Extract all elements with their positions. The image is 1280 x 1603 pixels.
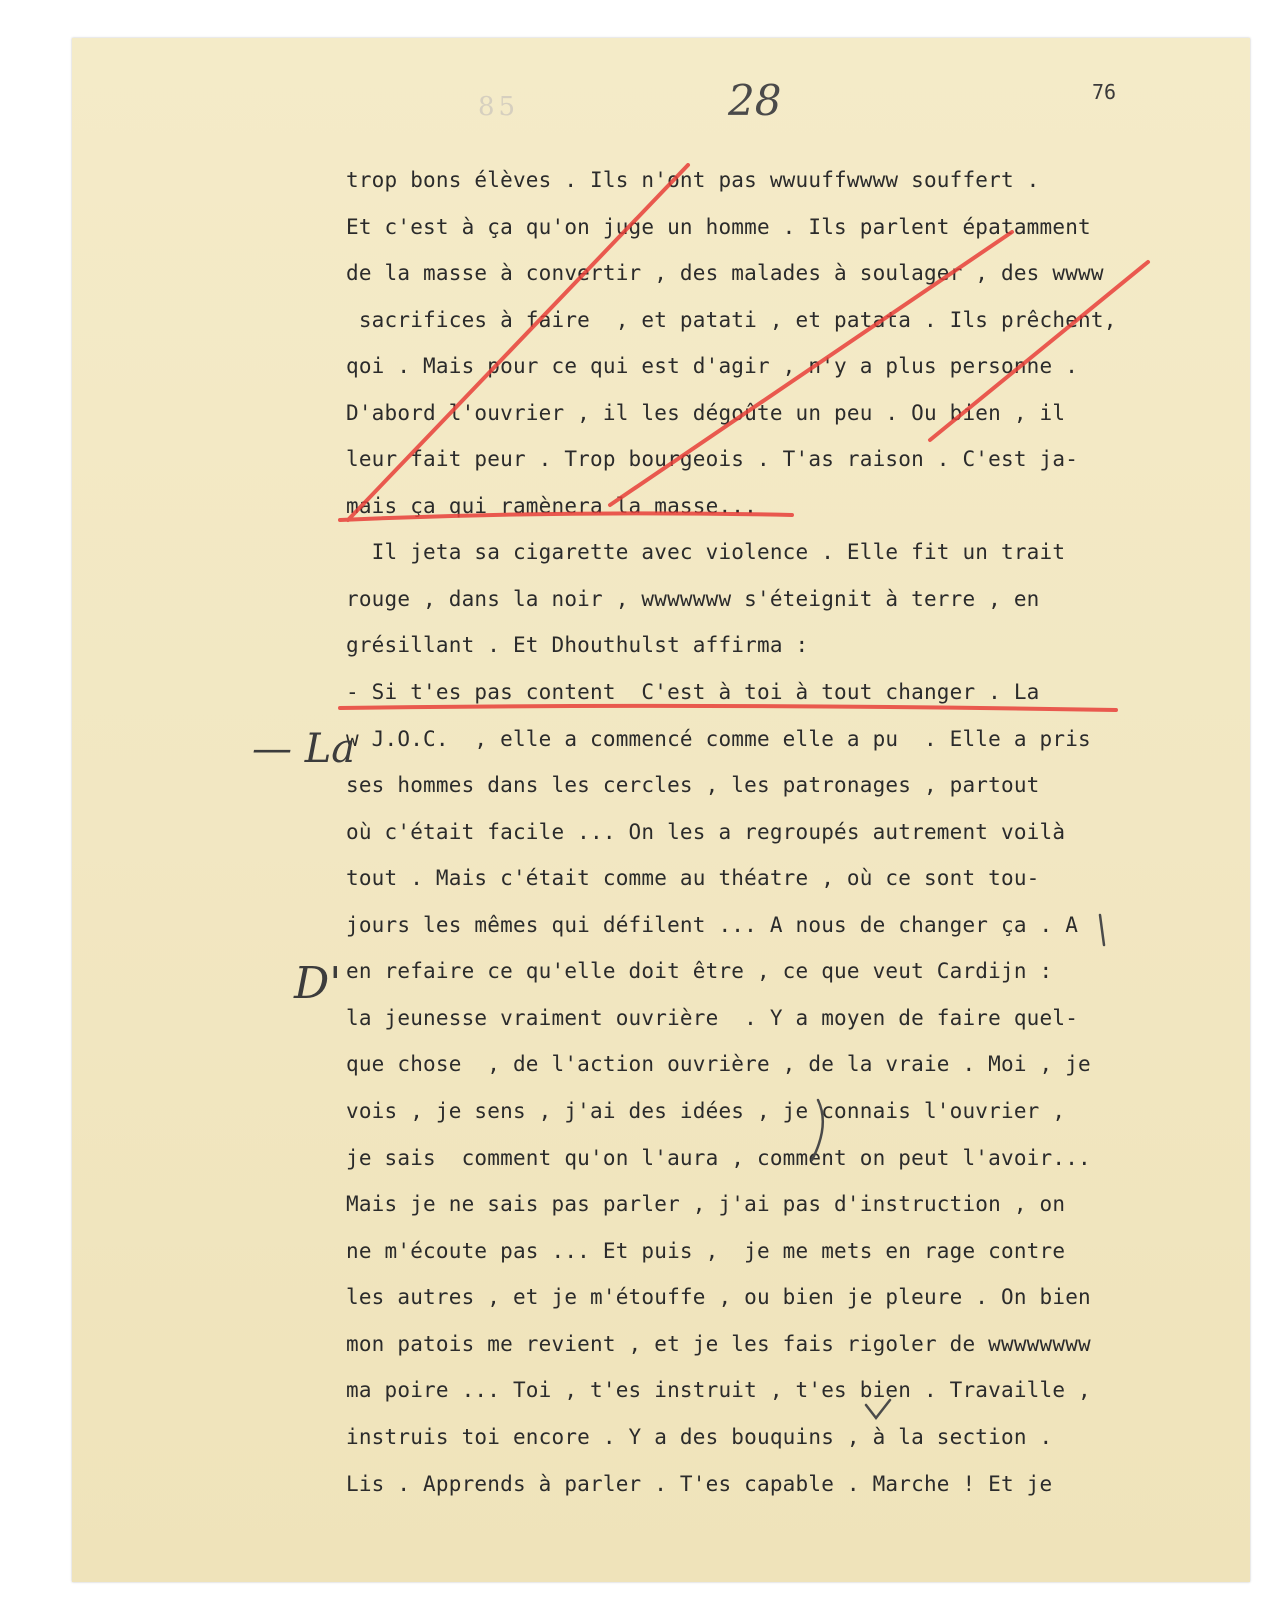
text-line: Mais je ne sais pas parler , j'ai pas d'instruction , on [346, 1192, 1066, 1216]
text-line: mais ça qui ramènera la masse... [346, 494, 757, 518]
text-line: sacrifices à faire , et patati , et patata . Ils prêchent, [346, 308, 1117, 332]
margin-note-d: D' [294, 958, 342, 1009]
text-line: où c'était facile ... On les a regroupés autrement voilà [346, 820, 1066, 844]
text-line: les autres , et je m'étouffe , ou bien je pleure . On bien [346, 1285, 1091, 1309]
typed-page-number: 76 [1092, 80, 1117, 104]
margin-note-la: — La [252, 726, 356, 772]
text-line: Lis . Apprends à parler . T'es capable . Marche ! Et je [346, 1472, 1053, 1496]
text-line: de la masse à convertir , des malades à soulager , des wwww [346, 261, 1104, 285]
text-line: w J.O.C. , elle a commencé comme elle a pu . Elle a pris [346, 727, 1091, 751]
text-line: instruis toi encore . Y a des bouquins , à la section . [346, 1425, 1053, 1449]
faint-folio-number: 85 [478, 92, 520, 122]
text-line: rouge , dans la noir , wwwwwww s'éteignit à terre , en [346, 587, 1040, 611]
text-line: qoi . Mais pour ce qui est d'agir , n'y a plus personne . [346, 354, 1079, 378]
text-line: je sais comment qu'on l'aura , comment on peut l'avoir... [346, 1146, 1091, 1170]
text-line: mon patois me revient , et je les fais rigoler de wwwwwwww [346, 1332, 1091, 1356]
handwritten-folio-number: 28 [728, 76, 782, 125]
text-line: tout . Mais c'était comme au théatre , où ce sont tou- [346, 866, 1040, 890]
text-line: - Si t'es pas content C'est à toi à tout changer . La [346, 680, 1040, 704]
text-line: D'abord l'ouvrier , il les dégoûte un peu . Ou bien , il [346, 401, 1066, 425]
text-line: Et c'est à ça qu'on juge un homme . Ils parlent épatamment [346, 215, 1091, 239]
text-line: grésillant . Et Dhouthulst affirma : [346, 633, 809, 657]
text-line: que chose , de l'action ouvrière , de la vraie . Moi , je [346, 1052, 1091, 1076]
text-line: en refaire ce qu'elle doit être , ce que veut Cardijn : [346, 959, 1053, 983]
text-line: ma poire ... Toi , t'es instruit , t'es bien . Travaille , [346, 1378, 1091, 1402]
text-line: ne m'écoute pas ... Et puis , je me mets en rage contre [346, 1239, 1066, 1263]
text-line: ses hommes dans les cercles , les patronages , partout [346, 773, 1040, 797]
text-line: vois , je sens , j'ai des idées , je connais l'ouvrier , [346, 1099, 1066, 1123]
text-line: trop bons élèves . Ils n'ont pas wwuuffwwww souffert . [346, 168, 1040, 192]
text-line: leur fait peur . Trop bourgeois . T'as raison . C'est ja- [346, 447, 1079, 471]
text-line: Il jeta sa cigarette avec violence . Elle fit un trait [346, 540, 1066, 564]
text-line: la jeunesse vraiment ouvrière . Y a moyen de faire quel- [346, 1006, 1079, 1030]
text-line: jours les mêmes qui défilent ... A nous de changer ça . A [346, 913, 1079, 937]
